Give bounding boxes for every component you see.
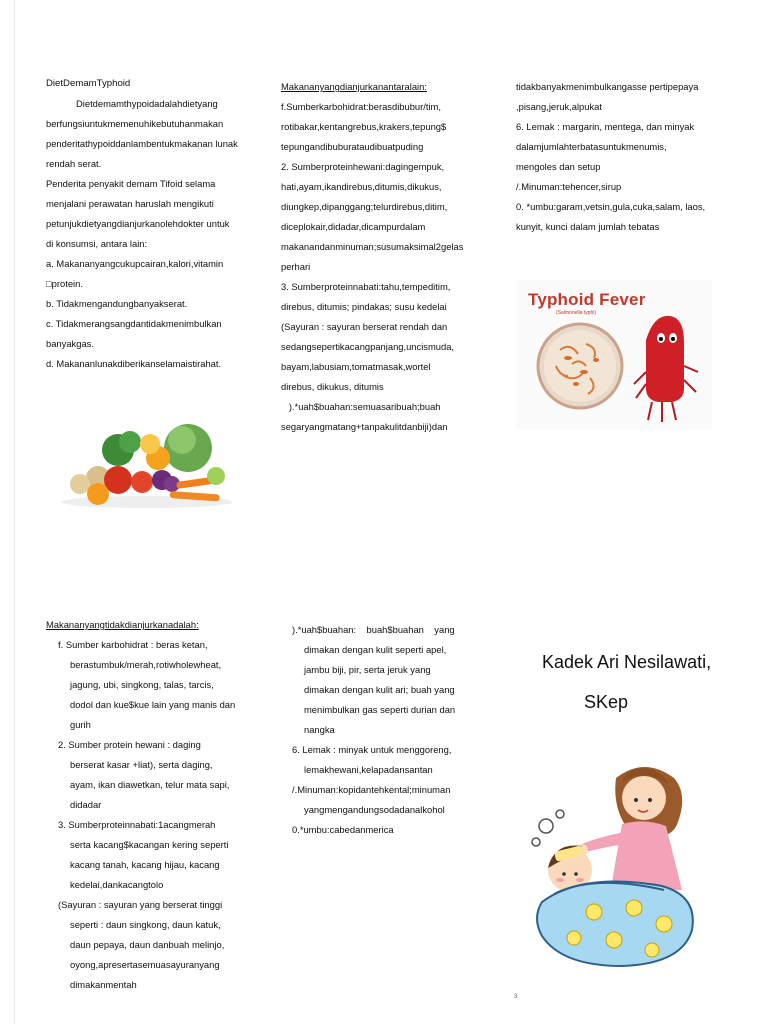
text-line: diungkep,dipanggang;telurdirebus,ditim, — [281, 201, 448, 212]
text-line: dalamjumlahterbatasuntukmenumis, — [516, 141, 667, 152]
text-line: dodol dan kue$kue lain yang manis dan — [70, 699, 236, 710]
text-line: direbus, dikukus, ditumis — [281, 381, 384, 392]
intro-line: Dietdemamthypoidadalahdietyang — [76, 98, 218, 109]
para-line: Penderita penyakit demam Tifoid selama — [46, 178, 216, 189]
sick-child-image — [524, 752, 710, 972]
author-name — [542, 642, 711, 722]
text-line: perhari — [281, 261, 311, 272]
text-line: jambu biji, pir, serta jeruk yang — [304, 664, 431, 675]
text-line: dimakan dengan kulit ari; buah yang — [304, 684, 455, 695]
text-line: kacang tanah, kacang hijau, kacang — [70, 859, 220, 870]
vegetables-image — [58, 418, 236, 510]
list-item: a. Makananyangcukupcairan,kalori,vitamin — [46, 258, 224, 269]
text-line: lemakhewani,kelapadansantan — [304, 764, 433, 775]
p1-col3 — [516, 77, 750, 237]
text-line: jagung, ubi, singkong, talas, tarcis, — [70, 679, 214, 690]
para-line: di konsumsi, antara lain: — [46, 238, 148, 249]
bacteria-icon — [516, 280, 712, 430]
intro-line: berfungsiuntukmemenuhikebutuhanmakan — [46, 118, 224, 129]
text-line: 2. Sumberproteinhewani:dagingempuk, — [281, 161, 445, 172]
text-line: 3. Sumberproteinnabati:tahu,tempeditim, — [281, 281, 451, 292]
text-line: oyong,apresertasemuasayuranyang — [70, 959, 220, 970]
list-item: d. Makananlunakdiberikanselamaistirahat. — [46, 358, 222, 369]
text-line: f. Sumber karbohidrat : beras ketan, — [58, 639, 208, 650]
text-line: hati,ayam,ikandirebus,ditumis,dikukus, — [281, 181, 442, 192]
text-line: (Sayuran : sayuran berserat rendah dan — [281, 321, 448, 332]
text-line: /.Minuman:kopidantehkental;minuman — [292, 784, 451, 795]
text-line: direbus, ditumis; pindakas; susu kedelai — [281, 301, 447, 312]
not-recommended-heading: Makananyangtidakdianjurkanadalah: — [46, 619, 199, 630]
text-line: f.Sumberkarbohidrat:berasdibubur/tim, — [281, 101, 441, 112]
text-line: seperti : daun singkong, daun katuk, — [70, 919, 221, 930]
list-item: c. Tidakmerangsangdantidakmenimbulkan — [46, 318, 222, 329]
text-line: yangmengandungsodadanalkohol — [304, 804, 445, 815]
text-line: ayam, ikan diawetkan, telur mata sapi, — [70, 779, 230, 790]
text-line: mengoles dan setup — [516, 161, 601, 172]
text-line: 6. Lemak : margarin, mentega, dan minyak — [516, 121, 695, 132]
text-line: berserat kasar +liat), serta daging, — [70, 759, 213, 770]
list-item: banyakgas. — [46, 338, 94, 349]
text-line: kedelai,dankacangtolo — [70, 879, 164, 890]
typhoid-fever-image — [516, 280, 712, 430]
text-line: 0. *umbu:garam,vetsin,gula,cuka,salam, laos, — [516, 201, 706, 212]
typhoid-image-title: Typhoid Fever — [528, 290, 646, 309]
diet-title: DietDemamTyphoid — [46, 78, 131, 89]
p2-col1 — [46, 615, 252, 995]
p1-col1 — [46, 74, 252, 374]
text-line: makanandanminuman;susumaksimal2gelas — [281, 241, 464, 252]
left-margin-line — [14, 0, 15, 1024]
text-line: diceplokair,didadar,dicampurdalam — [281, 221, 426, 232]
author-line-2: SKep — [584, 692, 629, 712]
para-line: petunjukdietyangdianjurkanolehdokter untuk — [46, 218, 230, 229]
text-line: ,pisang,jeruk,alpukat — [516, 101, 602, 112]
text-line: tepungandibuburataudibuatpuding — [281, 141, 424, 152]
text-line: daun pepaya, daun danbuah melinjo, — [70, 939, 225, 950]
text-line: gurih — [70, 719, 91, 730]
text-line: 0.*umbu:cabedanmerica — [292, 824, 394, 835]
list-item: □protein. — [46, 278, 83, 289]
text-line: ).*uah$buahan:semuasaribuah;buah — [281, 401, 441, 412]
text-line: nangka — [304, 724, 335, 735]
typhoid-image-subtitle: (Salmonella typhi) — [556, 310, 597, 316]
text-line: ).*uah$buahan: buah$buahan yang — [292, 624, 455, 635]
text-line: dimakan dengan kulit seperti apel, — [304, 644, 447, 655]
text-line: sedangsepertikacangpanjang,uncismuda, — [281, 341, 455, 352]
text-line: segaryangmatang+tanpakulitdanbiji)dan — [281, 421, 448, 432]
text-line: tidakbanyakmenimbulkangasse pertipepaya — [516, 81, 699, 92]
page-number: 3 — [514, 994, 518, 1000]
recommended-heading: Makananyangdianjurkanantaralain: — [281, 81, 427, 92]
intro-line: penderitathypoiddanlambentukmakanan lunak — [46, 138, 238, 149]
text-line: /.Minuman:tehencer,sirup — [516, 181, 622, 192]
list-item: b. Tidakmengandungbanyakserat. — [46, 298, 188, 309]
author-line-1: Kadek Ari Nesilawati, — [542, 652, 712, 672]
text-line: 6. Lemak : minyak untuk menggoreng, — [292, 744, 452, 755]
text-line: didadar — [70, 799, 102, 810]
text-line: berastumbuk/merah,rotiwholewheat, — [70, 659, 222, 670]
text-line: 3. Sumberproteinnabati:1acangmerah — [58, 819, 216, 830]
text-line: serta kacang$kacangan kering seperti — [70, 839, 229, 850]
p1-col2 — [281, 77, 487, 437]
text-line: dimakanmentah — [70, 979, 137, 990]
text-line: rotibakar,kentangrebus,krakers,tepung$ — [281, 121, 447, 132]
text-line: menimbulkan gas seperti durian dan — [304, 704, 456, 715]
text-line: 2. Sumber protein hewani : daging — [58, 739, 201, 750]
intro-line: rendah serat. — [46, 158, 102, 169]
text-line: bayam,labusiam,tomatmasak,wortel — [281, 361, 431, 372]
p2-col2 — [292, 620, 486, 840]
para-line: menjalani perawatan haruslah mengikuti — [46, 198, 214, 209]
text-line: (Sayuran : sayuran yang berserat tinggi — [58, 899, 223, 910]
text-line: kunyit, kunci dalam jumlah tebatas — [516, 221, 660, 232]
